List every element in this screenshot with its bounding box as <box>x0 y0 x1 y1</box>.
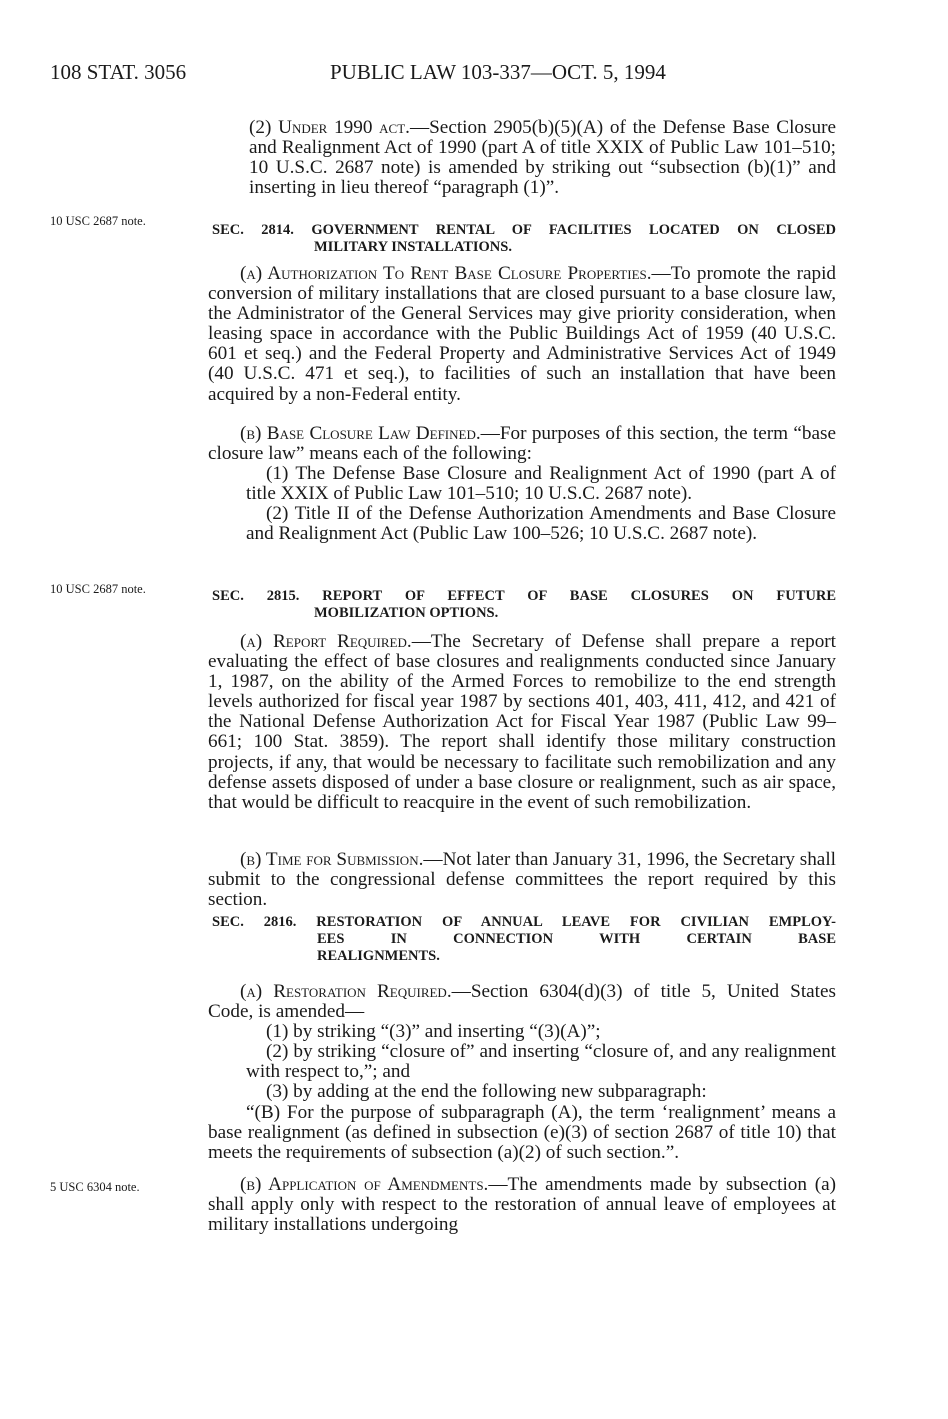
subsection-heading: (a) Restoration Required. <box>240 981 452 1002</box>
subsection-text: —Section 6304(d)(3) of title 5, United States Code, is amended— <box>208 981 836 1023</box>
public-law-citation: PUBLIC LAW 103-337—OCT. 5, 1994 <box>330 60 666 84</box>
subsection-text: —The amendments made by subsection (a) shall apply only with respect to the restoration of annual leave of employees at military installations undergoing <box>208 1174 836 1236</box>
subsection-heading: (a) Report Required. <box>240 631 412 652</box>
section-2815-b <box>208 850 836 910</box>
margin-note-sec2814: 10 USC 2687 note. <box>50 214 146 228</box>
paragraph-a2: (2) by striking “closure of” and inserting “closure of, and any realignment with respect to,”; and <box>246 1041 836 1083</box>
section-2814-title-line2: MILITARY INSTALLATIONS. <box>314 239 512 255</box>
paragraph-b1: (1) The Defense Base Closure and Realignment Act of 1990 (part A of title XXIX of Public Law 101–510; 10 U.S.C. 2687 note). <box>246 463 836 505</box>
section-2816-b <box>208 1175 836 1235</box>
section-2814-title-line1: SEC. 2814. GOVERNMENT RENTAL OF FACILITIES LOCATED ON CLOSED <box>212 222 836 238</box>
section-2814-b <box>208 424 836 545</box>
paragraph-b2: (2) Title II of the Defense Authorization Amendments and Base Closure and Realignment Act (Public Law 100–526; 10 U.S.C. 2687 note). <box>246 503 836 545</box>
section-2816-heading <box>212 914 836 965</box>
subsection-heading: (b) Application of Amendments. <box>240 1174 489 1195</box>
paragraph-a3: (3) by adding at the end the following new subparagraph: <box>266 1081 707 1103</box>
para-text: —Section 2905(b)(5)(A) of the Defense Base Closure and Realignment Act of 1990 (part A of title XXIX of Public Law 101–510; 10 U.S.C. 2687 note) is amended by striking out “subsection (b)(1)” and inserting in lieu thereof “paragraph (1)”. <box>249 117 836 199</box>
margin-note-sec2815: 10 USC 2687 note. <box>50 582 146 596</box>
para-under-1990-act <box>249 118 836 198</box>
margin-note-6304: 5 USC 6304 note. <box>50 1180 140 1194</box>
section-2814-heading <box>212 222 836 256</box>
para-heading: (2) Under 1990 act. <box>249 117 410 138</box>
quoted-subparagraph-b: “(B) For the purpose of subparagraph (A), the term ‘realignment’ means a base realignment (as defined in subsection (e)(3) of section 2687 of title 10) that meets the requirements of subsection (a)(2) of such section.”. <box>208 1101 836 1163</box>
subsection-heading: (a) Authorization To Rent Base Closure Properties. <box>240 263 652 284</box>
section-2815-heading <box>212 588 836 622</box>
section-2816-title-line3: REALIGNMENTS. <box>317 948 440 964</box>
section-2816-a <box>208 982 836 1163</box>
section-2816-title-line1: SEC. 2816. RESTORATION OF ANNUAL LEAVE FOR CIVILIAN EMPLOY- <box>212 914 836 930</box>
subsection-heading: (b) Time for Submission. <box>240 849 424 870</box>
section-2815-title-line2: MOBILIZATION OPTIONS. <box>314 605 499 621</box>
statute-page-ref: 108 STAT. 3056 <box>50 60 187 84</box>
paragraph-a1: (1) by striking “(3)” and inserting “(3)(A)”; <box>266 1021 601 1043</box>
subsection-text: —For purposes of this section, the term “base closure law” means each of the following: <box>208 423 837 465</box>
section-2815-a <box>208 632 836 813</box>
subsection-text: —The Secretary of Defense shall prepare a report evaluating the effect of base closures and realignments conducted since January 1, 1987, on the ability of the Armed Forces to remobilize to the end strength levels authorized for fiscal year 1987 by sections 401, 403, 411, 412, and 421 of the National Defense Authorization Act for Fiscal Year 1987 (Public Law 99–661; 100 Stat. 3859). The report shall identify those military construction projects, if any, that would be necessary to facilitate such remobilization and any defense assets disposed of under a base closure or realignment, such as air space, that would be difficult to reacquire in the event of such remobilization. <box>208 631 837 813</box>
subsection-text: —Not later than January 31, 1996, the Secretary shall submit to the congressional defense committees the report required by this section. <box>208 849 836 911</box>
page-header <box>50 60 878 90</box>
subsection-text: —To promote the rapid conversion of military installations that are closed pursuant to a base closure law, the Administrator of the General Services may give priority consideration, when leasing space in accordance with the Public Buildings Act of 1959 (40 U.S.C. 601 et seq.) and the Federal Property and Administrative Services Act of 1949 (40 U.S.C. 471 et seq.), to facilities of such an installation that have been acquired by a non-Federal entity. <box>208 263 836 405</box>
section-2815-title-line1: SEC. 2815. REPORT OF EFFECT OF BASE CLOSURES ON FUTURE <box>212 588 836 604</box>
section-2814-a <box>208 264 836 405</box>
subsection-heading: (b) Base Closure Law Defined. <box>240 423 481 444</box>
section-2816-title-line2: EES IN CONNECTION WITH CERTAIN BASE <box>317 931 836 947</box>
